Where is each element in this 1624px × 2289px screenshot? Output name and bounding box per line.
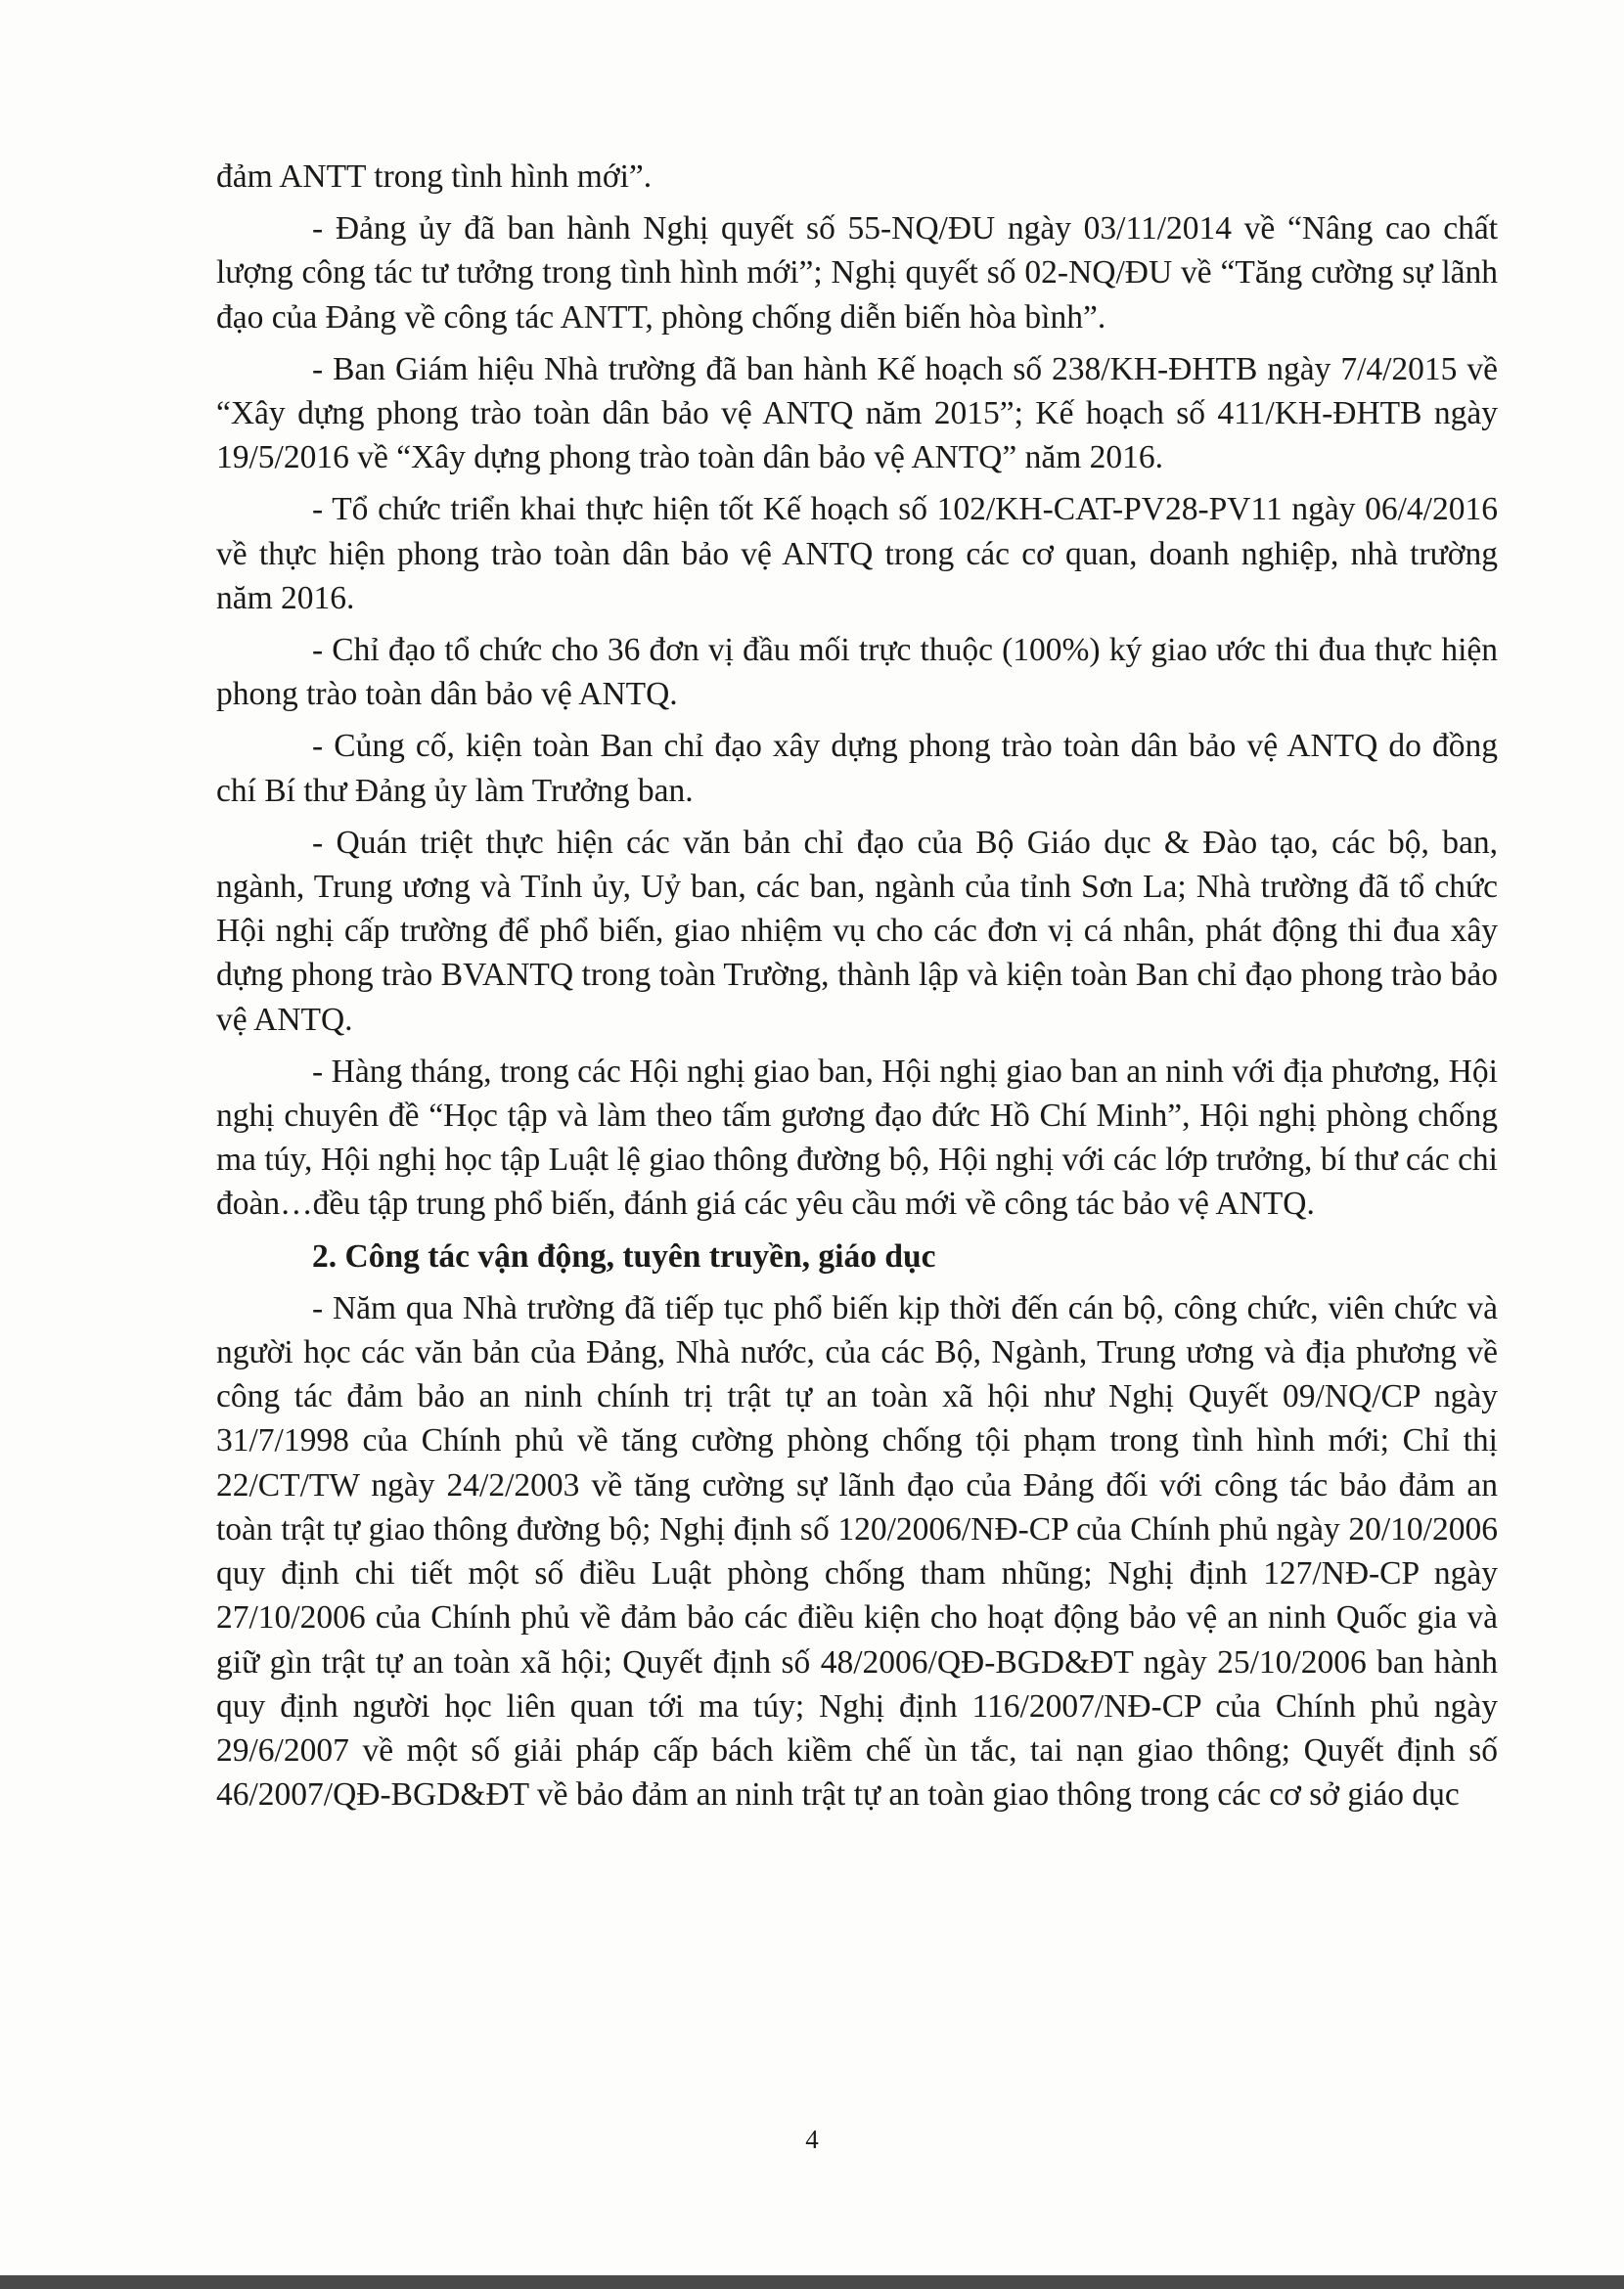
opening-line: đảm ANTT trong tình hình mới”. xyxy=(216,158,653,195)
page-number: 4 xyxy=(805,2125,819,2154)
section-heading: 2. Công tác vận động, tuyên truyền, giáo dục xyxy=(312,1237,936,1275)
paragraph-conferences: - Hàng tháng, trong các Hội nghị giao ban, Hội nghị giao ban an ninh với địa phương, Hội nghị chuyên đề “Học tập và làm theo tấm gương đạo đức Hồ Chí Minh”, Hội nghị phòng chống ma túy, Hội nghị học tập Luật lệ giao thông đường bộ, Hội nghị với các lớp trưởng, bí thư các chi đoàn…đều tập trung phổ biến, đánh giá các yêu cầu mới về công tác bảo vệ ANTQ. xyxy=(216,1053,1498,1223)
paragraph-propaganda: - Năm qua Nhà trường đã tiếp tục phổ biến kịp thời đến cán bộ, công chức, viên chức và người học các văn bản của Đảng, Nhà nước, của các Bộ, Ngành, Trung ương và địa phương về công tác đảm bảo an ninh chính trị trật tự an toàn xã hội như Nghị Quyết 09/NQ/CP ngày 31/7/1998 của Chính phủ về tăng cường phòng chống tội phạm trong tình hình mới; Chỉ thị 22/CT/TW ngày 24/2/2003 về tăng cường sự lãnh đạo của Đảng đối với công tác bảo đảm an toàn trật tự giao thông đường bộ; Nghị định số 120/2006/NĐ-CP của Chính phủ ngày 20/10/2006 quy định chi tiết một số điều Luật phòng chống tham nhũng; Nghị định 127/NĐ-CP ngày 27/10/2006 của Chính phủ về đảm bảo các điều kiện cho hoạt động bảo vệ an ninh Quốc gia và giữ gìn trật tự an toàn xã hội; Quyết định số 48/2006/QĐ-BGD&ĐT ngày 25/10/2006 ban hành quy định người học liên quan tới ma túy; Nghị định 116/2007/NĐ-CP của Chính phủ ngày 29/6/2007 về một số giải pháp cấp bách kiềm chế ùn tắc, tai nạn giao thông; Quyết định số 46/2007/QĐ-BGD&ĐT về bảo đảm an ninh trật tự an toàn giao thông trong các cơ sở giáo dục xyxy=(216,1289,1498,1814)
paragraph-directives: - Quán triệt thực hiện các văn bản chỉ đạo của Bộ Giáo dục & Đào tạo, các bộ, ban, ngành, Trung ương và Tỉnh ủy, Uỷ ban, các ban, ngành của tỉnh Sơn La; Nhà trường đã tổ chức Hội nghị cấp trường để phổ biến, giao nhiệm vụ cho các đơn vị cá nhân, phát động thi đua xây dựng phong trào BVANTQ trong toàn Trường, thành lập và kiện toàn Ban chỉ đạo phong trào bảo vệ ANTQ. xyxy=(216,824,1498,1038)
paragraph-emulation: - Chỉ đạo tổ chức cho 36 đơn vị đầu mối trực thuộc (100%) ký giao ước thi đua thực hiện phong trào toàn dân bảo vệ ANTQ. xyxy=(216,632,1498,713)
paragraph-steering-committee: - Củng cố, kiện toàn Ban chỉ đạo xây dựng phong trào toàn dân bảo vệ ANTQ do đồng chí Bí thư Đảng ủy làm Trưởng ban. xyxy=(216,728,1498,809)
paragraph-implementation: - Tổ chức triển khai thực hiện tốt Kế hoạch số 102/KH-CAT-PV28-PV11 ngày 06/4/2016 về thực hiện phong trào toàn dân bảo vệ ANTQ trong các cơ quan, doanh nghiệp, nhà trường năm 2016. xyxy=(216,491,1498,616)
paragraph-resolutions: - Đảng ủy đã ban hành Nghị quyết số 55-NQ/ĐU ngày 03/11/2014 về “Nâng cao chất lượng công tác tư tưởng trong tình hình mới”; Nghị quyết số 02-NQ/ĐU về “Tăng cường sự lãnh đạo của Đảng về công tác ANTT, phòng chống diễn biến hòa bình”. xyxy=(216,210,1498,336)
paragraph-plans: - Ban Giám hiệu Nhà trường đã ban hành Kế hoạch số 238/KH-ĐHTB ngày 7/4/2015 về “Xây dựng phong trào toàn dân bảo vệ ANTQ năm 2015”; Kế hoạch số 411/KH-ĐHTB ngày 19/5/2016 về “Xây dựng phong trào toàn dân bảo vệ ANTQ” năm 2016. xyxy=(216,350,1498,476)
document-body xyxy=(216,155,1498,1824)
scan-bottom-edge xyxy=(0,2275,1624,2289)
